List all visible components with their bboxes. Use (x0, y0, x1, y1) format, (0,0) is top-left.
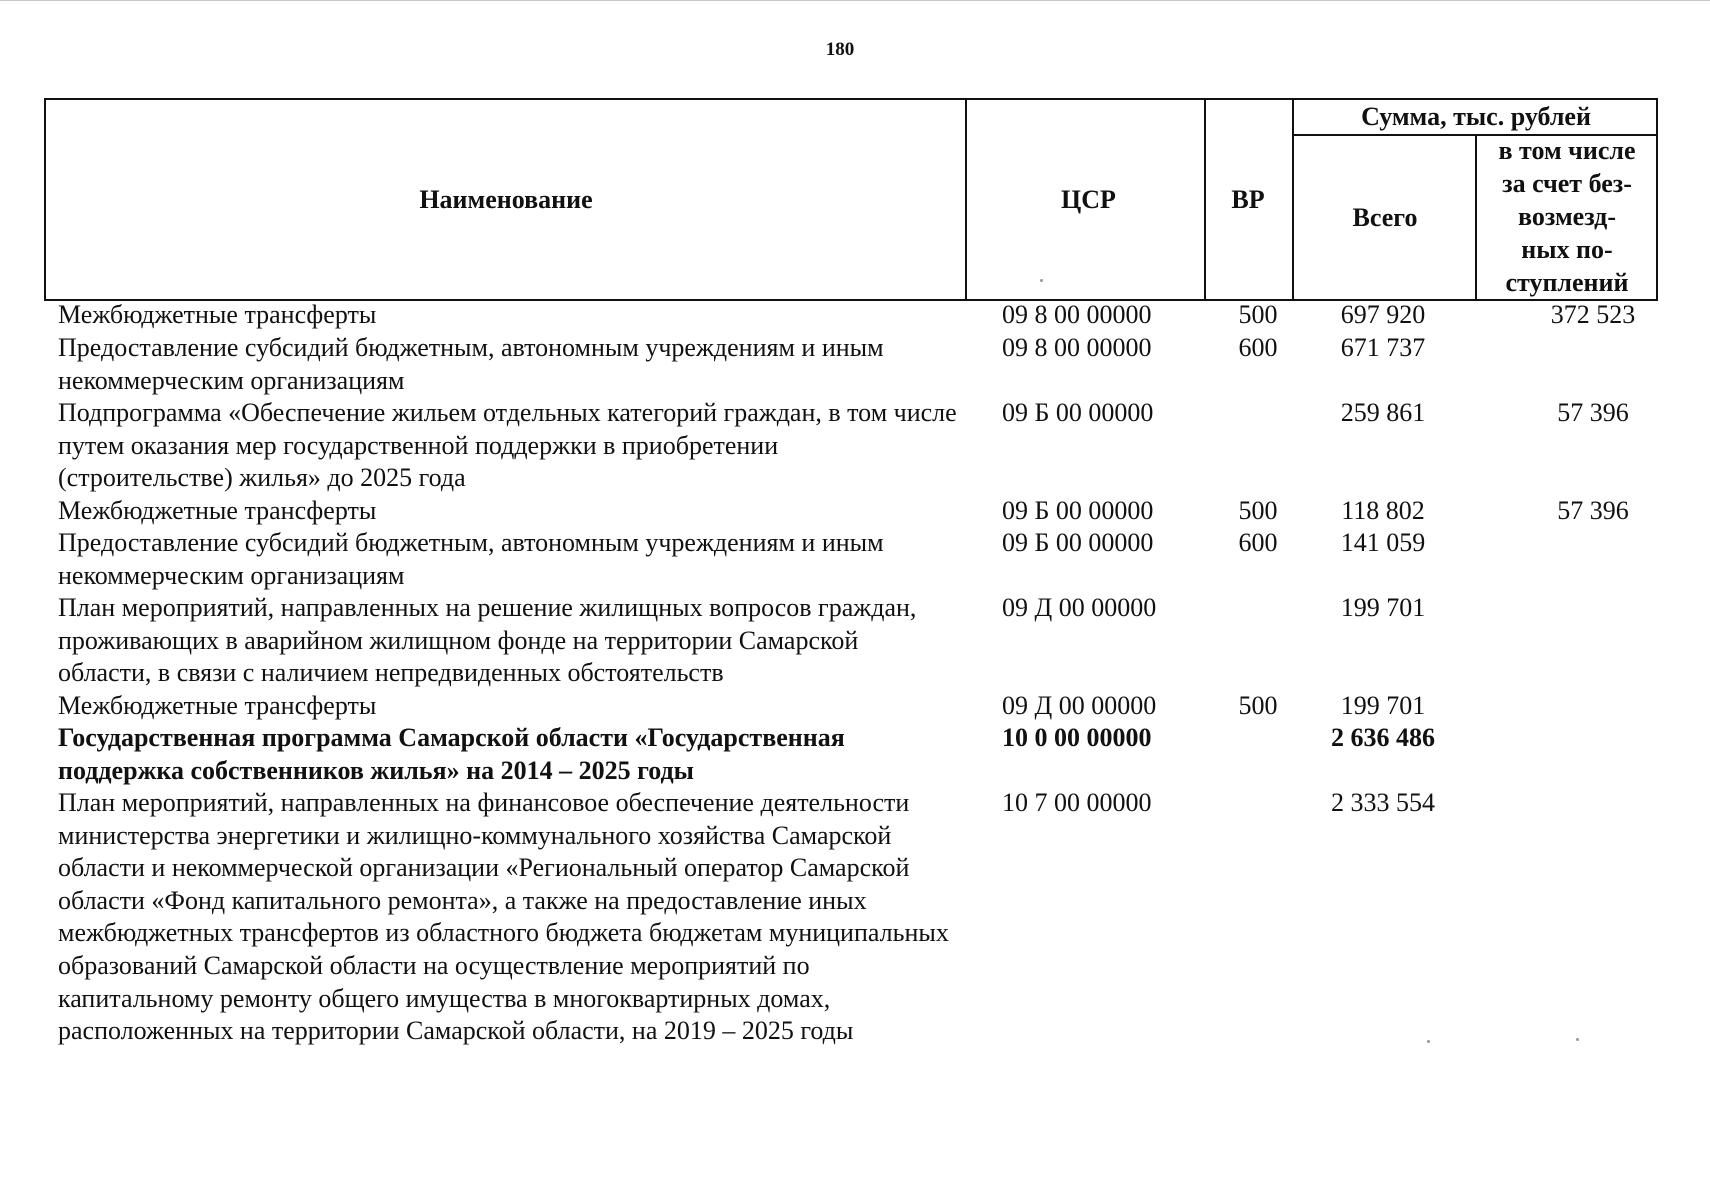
row-total: 259 861 (1340, 398, 1426, 427)
row-including: 372 523 (1550, 300, 1636, 329)
page-number: 180 (825, 39, 855, 60)
header-including-line: возмезд- (1518, 202, 1616, 231)
row-csr: 09 Б 00 00000 (1002, 528, 1154, 557)
row-vr: 500 (1238, 300, 1278, 329)
row-including: 57 396 (1557, 398, 1629, 427)
row-vr: 600 (1238, 528, 1278, 557)
row-csr: 09 Д 00 00000 (1002, 691, 1157, 720)
row-name: Межбюджетные трансферты (58, 496, 377, 525)
row-including: 57 396 (1557, 496, 1629, 525)
row-name: Межбюджетные трансферты (58, 691, 377, 720)
header-sum: Сумма, тыс. рублей (1361, 102, 1591, 131)
row-csr: 10 7 00 00000 (1002, 788, 1152, 817)
header-name: Наименование (419, 184, 593, 214)
row-csr: 09 8 00 00000 (1002, 333, 1152, 362)
row-total: 199 701 (1340, 691, 1426, 720)
header-total: Всего (1352, 202, 1418, 232)
row-csr: 09 Б 00 00000 (1002, 496, 1154, 525)
scan-edge (0, 0, 1710, 5)
row-vr: 500 (1238, 691, 1278, 720)
row-vr: 500 (1238, 496, 1278, 525)
scan-speck (1576, 1038, 1579, 1041)
table-header (44, 98, 1658, 301)
header-including-line: ных по- (1521, 235, 1613, 264)
row-name: Государственная программа Самарской области «Государственная поддержка собственников жилья» на 2014 – 2025 годы (58, 723, 845, 785)
header-vr: ВР (1231, 184, 1265, 214)
header-including-line: в том числе (1498, 136, 1636, 165)
header-including-line: за счет без- (1502, 169, 1632, 198)
row-name: План мероприятий, направленных на финансовое обеспечение деятельности министерства энергетики и жилищно-коммунального хозяйства Самарской области и некоммерческой организации «Региональный оператор Самарской области «Фонд капитального ремонта», а также на предоставление иных межбюджетных трансфертов из областного бюджета бюджетам муниципальных образований Самарской области на осуществление мероприятий по капитальному ремонту общего имущества в многоквартирных домах, расположенных на территории Самарской области, на 2019 – 2025 годы (58, 788, 949, 1046)
row-total: 141 059 (1340, 528, 1426, 557)
row-total: 2 333 554 (1331, 788, 1435, 817)
row-csr: 09 Д 00 00000 (1002, 593, 1157, 622)
row-name: Предоставление субсидий бюджетным, автономным учреждениям и иным некоммерческим организациям (58, 333, 884, 395)
row-total: 697 920 (1340, 300, 1426, 329)
row-total: 118 802 (1341, 496, 1425, 525)
row-name: Межбюджетные трансферты (58, 300, 377, 329)
row-name: Предоставление субсидий бюджетным, автономным учреждениям и иным некоммерческим организациям (58, 528, 884, 590)
row-csr: 10 0 00 00000 (1002, 723, 1152, 752)
header-csr: ЦСР (1061, 184, 1116, 214)
row-csr: 09 8 00 00000 (1002, 300, 1152, 329)
header-including-line: ступлений (1505, 268, 1629, 297)
row-total: 671 737 (1340, 333, 1426, 362)
row-csr: 09 Б 00 00000 (1002, 398, 1154, 427)
row-total: 199 701 (1340, 593, 1426, 622)
row-total: 2 636 486 (1331, 723, 1435, 752)
header-including (1477, 134, 1657, 299)
scan-speck (1427, 1040, 1430, 1043)
row-name: План мероприятий, направленных на решение жилищных вопросов граждан, проживающих в аварийном жилищном фонде на территории Самарской области, в связи с наличием непредвиденных обстоятельств (58, 593, 917, 688)
row-vr: 600 (1238, 333, 1278, 362)
scan-speck (1040, 279, 1043, 282)
row-name: Подпрограмма «Обеспечение жильем отдельных категорий граждан, в том числе путем оказания мер государственной поддержки в приобретении (строительстве) жилья» до 2025 года (58, 398, 957, 493)
